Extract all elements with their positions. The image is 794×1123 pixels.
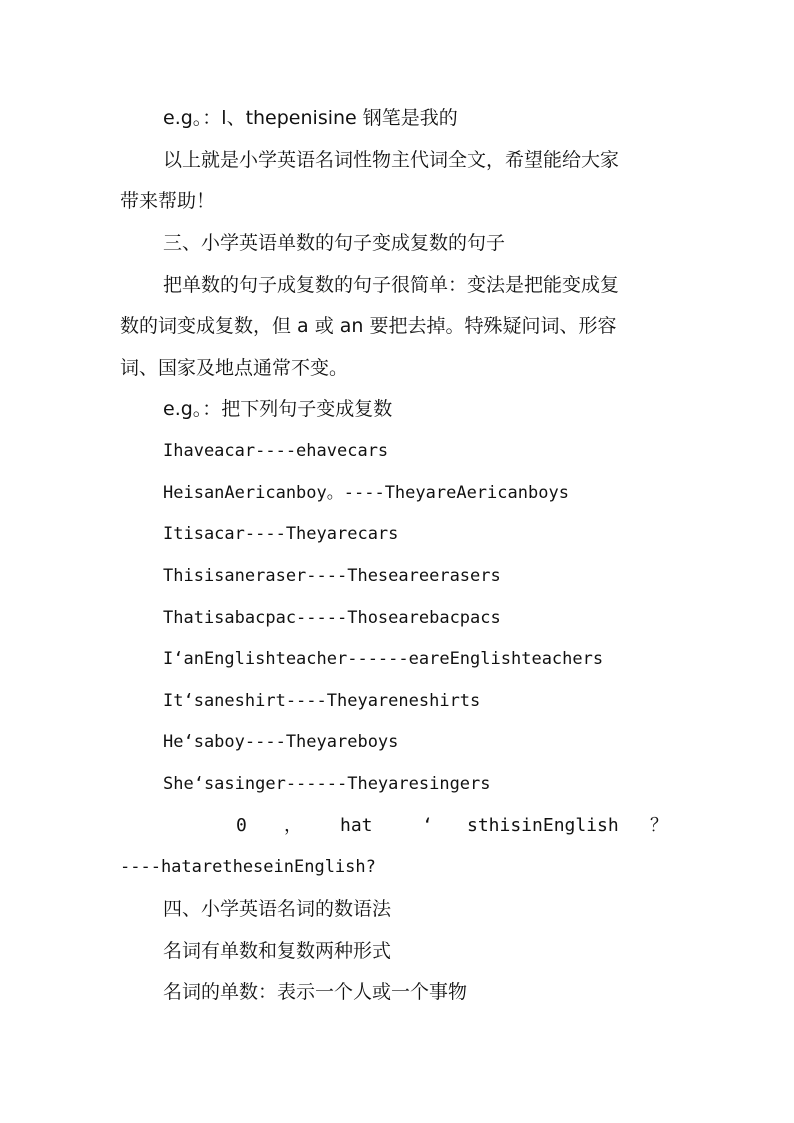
example-sentence-5: Thatisabacpac-----Thosearebacpacs [163, 608, 501, 628]
paragraph-noun-forms: 名词有单数和复数两种形式 [163, 940, 392, 962]
spread-part-comma: ， [284, 815, 302, 836]
spread-part-hat: hat [340, 815, 373, 836]
example-sentence-4: Thisisaneraser----Theseareerasers [163, 566, 501, 586]
example-sentence-7: It‘saneshirt----Theyareneshirts [163, 691, 481, 711]
paragraph-singular-noun: 名词的单数：表示一个人或一个事物 [163, 981, 468, 1003]
example-line-pen: e.g。：l、thepenisine 钢笔是我的 [163, 107, 458, 129]
paragraph-rule-line-2: 数的词变成复数，但 a 或 an 要把去掉。特殊疑问词、形容 [120, 315, 617, 337]
example-sentence-8: He‘saboy----Theyareboys [163, 732, 399, 752]
section-heading-3: 三、小学英语单数的句子变成复数的句子 [163, 232, 506, 254]
spread-part-apostrophe: ‘ [422, 815, 433, 836]
example-heading: e.g。：把下列句子变成复数 [163, 398, 393, 420]
paragraph-summary-line-2: 带来帮助！ [120, 190, 216, 212]
example-sentence-10-spread [120, 814, 672, 838]
example-sentence-9: She‘sasinger------Theyaresingers [163, 774, 491, 794]
spread-part-question: ？ [650, 815, 668, 836]
example-sentence-2: HeisanAericanboy。----TheyareAericanboys [163, 483, 569, 503]
section-heading-4: 四、小学英语名词的数语法 [163, 898, 392, 920]
spread-part-sentence: sthisinEnglish [467, 815, 619, 836]
example-sentence-6: I‘anEnglishteacher------eareEnglishteachers [163, 649, 604, 669]
paragraph-summary-line-1: 以上就是小学英语名词性物主代词全文，希望能给大家 [163, 149, 620, 171]
paragraph-rule-line-3: 词、国家及地点通常不变。 [120, 357, 349, 379]
example-sentence-3: Itisacar----Theyarecars [163, 524, 399, 544]
example-sentence-1: Ihaveacar----ehavecars [163, 441, 389, 461]
example-sentence-10-continued: ----hataretheseinEnglish? [120, 857, 376, 877]
spread-part-0: 0 [236, 815, 247, 836]
paragraph-rule-line-1: 把单数的句子成复数的句子很简单：变法是把能变成复 [163, 274, 620, 296]
